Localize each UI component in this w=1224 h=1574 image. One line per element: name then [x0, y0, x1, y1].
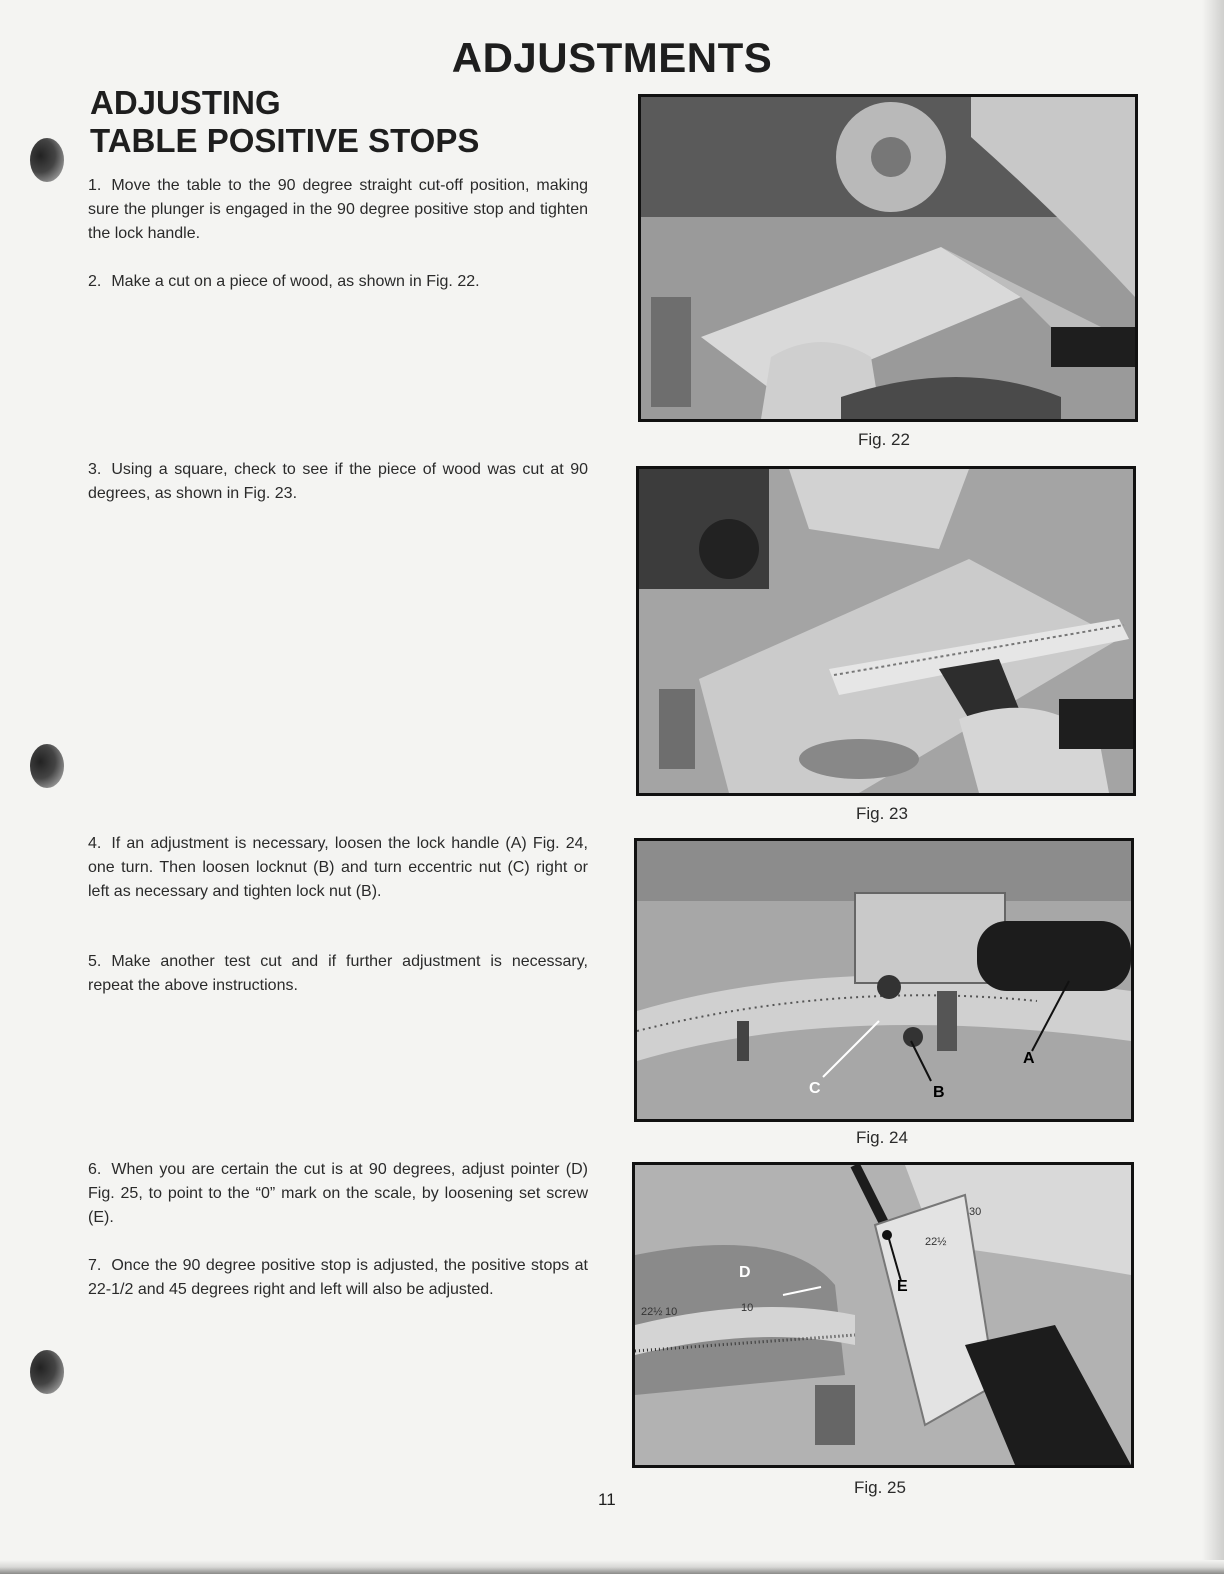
step-5: 5. Make another test cut and if further adjustment is necessary, repeat the above instructions. [88, 953, 588, 994]
figure-22-photo [638, 94, 1138, 422]
label-b: B [933, 1084, 945, 1101]
figure-25-photo [632, 1162, 1134, 1468]
scale-mark: 10 [665, 1306, 678, 1318]
step-4: 4. If an adjustment is necessary, loosen the lock handle (A) Fig. 24, one turn. Then loosen locknut (B) and turn eccentric nut (C) right or left as necessary and tighten lock nut (B). [88, 835, 588, 900]
section-heading [90, 84, 479, 160]
step-6: 6. When you are certain the cut is at 90 degrees, adjust pointer (D) Fig. 25, to point to the “0” mark on the scale, by loosening set screw (E). [88, 1161, 588, 1226]
label-a: A [1023, 1050, 1035, 1067]
scale-mark: 10 [741, 1302, 754, 1314]
figure-22-caption: Fig. 22 [858, 430, 910, 449]
label-c: C [809, 1080, 821, 1097]
binder-hole-middle [30, 744, 64, 788]
scale-mark: 30 [969, 1206, 982, 1218]
section-heading-line1: ADJUSTING [90, 84, 281, 121]
figure-23-caption: Fig. 23 [856, 804, 908, 823]
page-number: 11 [598, 1490, 616, 1509]
binder-hole-top [30, 138, 64, 182]
figure-25-caption: Fig. 25 [854, 1478, 906, 1497]
binder-hole-bottom [30, 1350, 64, 1394]
figure-24-photo [634, 838, 1134, 1122]
step-2: 2. Make a cut on a piece of wood, as shown in Fig. 22. [88, 273, 480, 290]
step-1: 1. Move the table to the 90 degree straight cut-off position, making sure the plunger is engaged in the 90 degree positive stop and tighten the lock handle. [88, 177, 588, 242]
label-e: E [897, 1278, 908, 1295]
label-d: D [739, 1264, 751, 1281]
page-edge [1202, 0, 1224, 1574]
figure-23-photo [636, 466, 1136, 796]
figure-24-caption: Fig. 24 [856, 1128, 908, 1147]
scale-mark: 22½ [641, 1306, 663, 1318]
step-3: 3. Using a square, check to see if the piece of wood was cut at 90 degrees, as shown in Fig. 23. [88, 461, 588, 502]
step-7: 7. Once the 90 degree positive stop is adjusted, the positive stops at 22-1/2 and 45 degrees right and left will also be adjusted. [88, 1257, 588, 1298]
page-edge-bottom [0, 1560, 1224, 1574]
section-heading-line2: TABLE POSITIVE STOPS [90, 122, 480, 159]
scale-mark: 22½ [925, 1236, 947, 1248]
page-title: ADJUSTMENTS [451, 34, 773, 81]
